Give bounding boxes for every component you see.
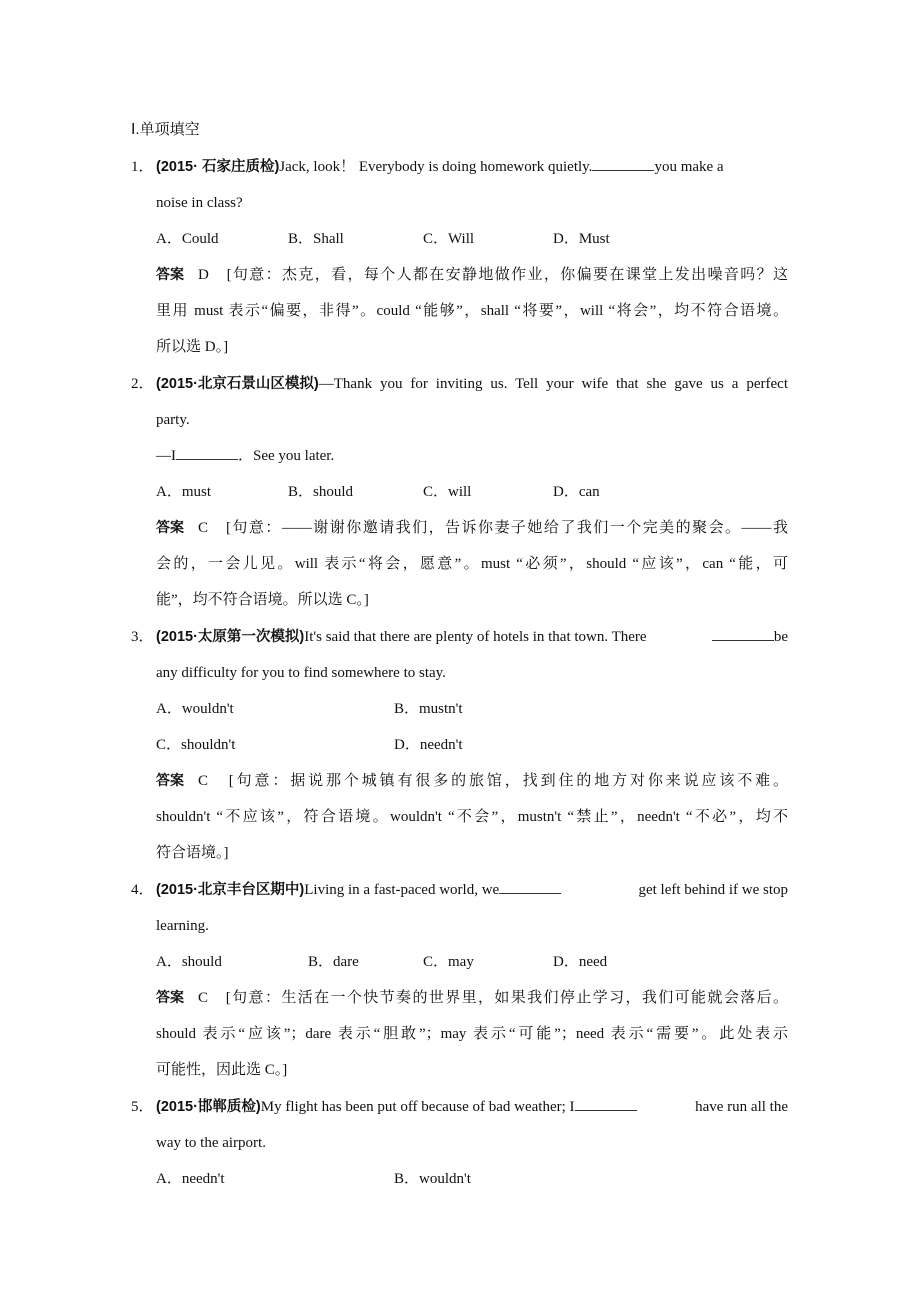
stem-text: It's said that there are plenty of hotels in that town. There: [304, 629, 647, 645]
answer-text: C [句意：据说那个城镇有很多的旅馆，找到住的地方对你来说应该不难。: [198, 773, 788, 789]
stem-text: learning.: [156, 918, 209, 934]
option-b: B．dare: [308, 954, 359, 970]
stem-line: [156, 445, 788, 467]
option-a: A．should: [156, 954, 222, 970]
section-title: Ⅰ.单项填空: [131, 121, 200, 138]
stem-text: My flight has been put off because of bad weather; I: [260, 1099, 575, 1115]
question-number: 5．: [131, 1099, 154, 1115]
stem-text: Living in a fast-paced world, we: [304, 882, 500, 898]
option-d: D．need: [553, 954, 608, 970]
answer-label: 答案: [156, 267, 184, 283]
answer-text: C [句意：——谢谢你邀请我们，告诉你妻子她给了我们一个完美的聚会。——我: [198, 520, 788, 536]
option-a: A．wouldn't: [156, 701, 234, 717]
option-c: C．will: [423, 484, 472, 500]
option-d: D．needn't: [394, 737, 463, 753]
question-stem: [156, 879, 788, 901]
option-c: C．may: [423, 954, 474, 970]
stem-text: Jack, look！ Everybody is doing homework quietly.: [279, 159, 593, 175]
answer-blank: [592, 156, 654, 171]
answer-blank: [575, 1096, 637, 1111]
answer-text: 符合语境。]: [156, 845, 229, 861]
stem-text: you make a: [654, 159, 724, 175]
stem-text: noise in class?: [156, 195, 243, 211]
answer-line: [156, 264, 788, 286]
stem-text: have run all the: [695, 1099, 788, 1115]
option-c: C．Will: [423, 231, 475, 247]
option-d: D．Must: [553, 231, 610, 247]
question-number: 3．: [131, 629, 154, 645]
question-stem: [156, 156, 788, 178]
stem-text: get left behind if we stop: [638, 882, 788, 898]
option-b: B．should: [288, 484, 354, 500]
stem-text: ．See you later.: [238, 448, 335, 464]
answer-text: 所以选 D。]: [156, 339, 229, 355]
answer-text: 会的，一会儿见。will 表示“将会，愿意”。must “必须”，should “应该”，can “能，可: [156, 556, 788, 572]
stem-text: —I: [156, 448, 176, 464]
answer-text: 里用 must 表示“偏要，非得”。could “能够”，shall “将要”，will “将会”，均不符合语境。: [156, 303, 788, 319]
option-b: B．Shall: [288, 231, 344, 247]
answer-label: 答案: [156, 990, 184, 1006]
question-stem: [156, 626, 788, 648]
stem-text: any difficulty for you to find somewhere to stay.: [156, 665, 446, 681]
answer-blank: [712, 626, 774, 641]
question-number: 1．: [131, 159, 154, 175]
question-number: 4．: [131, 882, 154, 898]
answer-text: shouldn't “不应该”，符合语境。wouldn't “不会”，mustn't “禁止”，needn't “不必”，均不: [156, 809, 788, 825]
question-source: (2015·太原第一次模拟): [156, 629, 305, 645]
answer-line: [156, 770, 788, 792]
answer-line: [156, 517, 788, 539]
answer-text: should 表示“应该”；dare 表示“胆敢”；may 表示“可能”；need 表示“需要”。此处表示: [156, 1026, 788, 1042]
question-stem: [156, 1096, 788, 1118]
question-source: (2015· 石家庄质检): [156, 159, 280, 175]
stem-text: be: [773, 629, 788, 645]
option-d: D．can: [553, 484, 600, 500]
answer-line: [156, 987, 788, 1009]
stem-text: way to the airport.: [156, 1135, 266, 1151]
option-a: A．needn't: [156, 1171, 225, 1187]
answer-text: 能”，均不符合语境。所以选 C。]: [156, 592, 369, 608]
question-source: (2015·邯郸质检): [156, 1099, 261, 1115]
answer-text: D [句意：杰克，看，每个人都在安静地做作业，你偏要在课堂上发出噪音吗？这: [198, 267, 788, 283]
option-b: B．mustn't: [394, 701, 463, 717]
option-a: A．must: [156, 484, 212, 500]
option-c: C．shouldn't: [156, 737, 236, 753]
answer-text: 可能性，因此选 C。]: [156, 1062, 288, 1078]
question-source: (2015·北京石景山区模拟): [156, 376, 319, 392]
stem-text: —Thank you for inviting us. Tell your wife that she gave us a perfect: [318, 376, 788, 392]
option-b: B．wouldn't: [394, 1171, 471, 1187]
answer-text: C [句意：生活在一个快节奏的世界里，如果我们停止学习，我们可能就会落后。: [198, 990, 788, 1006]
stem-text: party.: [156, 412, 190, 428]
answer-label: 答案: [156, 520, 184, 536]
question-number: 2．: [131, 376, 154, 392]
answer-blank: [176, 445, 238, 460]
answer-label: 答案: [156, 773, 184, 789]
question-source: (2015·北京丰台区期中): [156, 882, 305, 898]
question-stem: [156, 373, 788, 395]
answer-blank: [499, 879, 561, 894]
option-a: A．Could: [156, 231, 219, 247]
